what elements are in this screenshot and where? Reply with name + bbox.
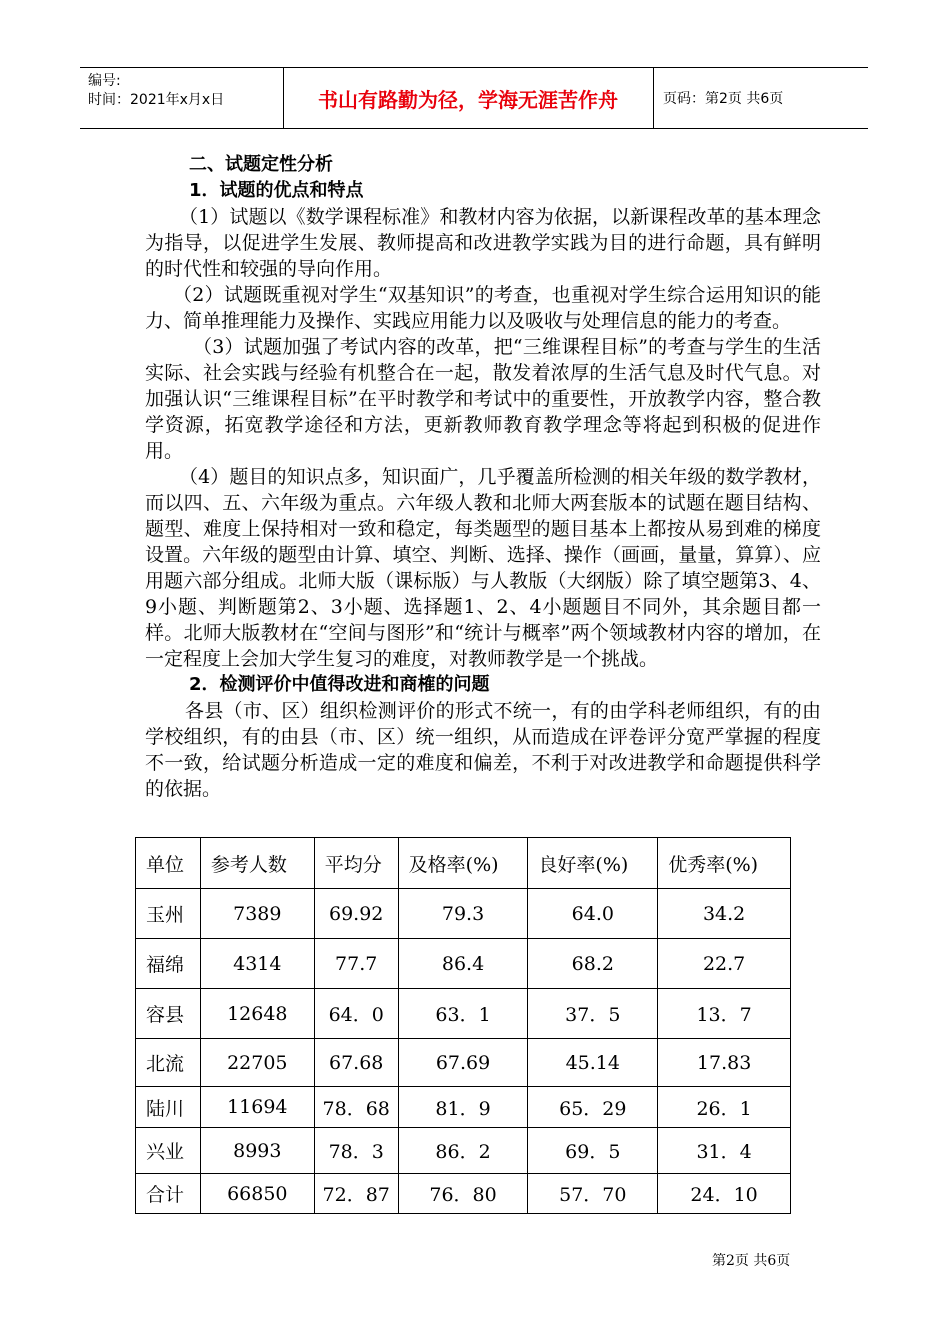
subsection-title-1: 1．试题的优点和特点 xyxy=(189,180,364,201)
table-row xyxy=(136,1174,791,1214)
table-cell: 76．80 xyxy=(398,1174,528,1214)
header-number: 编号: xyxy=(88,73,121,89)
table-cell: 12648 xyxy=(200,989,314,1039)
column-header: 优秀率(%) xyxy=(658,838,791,889)
table-cell: 兴业 xyxy=(136,1128,201,1174)
table-cell: 72．87 xyxy=(314,1174,398,1214)
paragraph-1: （1）试题以《数学课程标准》和教材内容为依据，以新课程改革的基本理念为指导，以促进学生发展、教师提高和改进教学实践为目的进行命题，具有鲜明的时代性和较强的导向作用。 xyxy=(145,206,821,280)
paragraph-2: （2）试题既重视对学生“双基知识”的考查，也重视对学生综合运用知识的能力、简单推理能力及操作、实践应用能力以及吸收与处理信息的能力的考查。 xyxy=(145,284,821,332)
table-cell: 86.4 xyxy=(398,939,528,989)
table-cell: 福绵 xyxy=(136,939,201,989)
table-cell: 玉州 xyxy=(136,889,201,939)
table-cell: 34.2 xyxy=(658,889,791,939)
table-cell: 63．1 xyxy=(398,989,528,1039)
table-cell: 26．1 xyxy=(658,1087,791,1128)
section-title: 二、试题定性分析 xyxy=(189,154,333,175)
page-footer: 第2页 共6页 xyxy=(712,1253,791,1269)
column-header: 及格率(%) xyxy=(398,838,528,889)
header-motto: 书山有路勤为径，学海无涯苦作舟 xyxy=(318,87,618,112)
table-cell: 37．5 xyxy=(528,989,658,1039)
header-page-label: 页码：第2页 共6页 xyxy=(663,91,784,107)
table-cell: 陆川 xyxy=(136,1087,201,1128)
table-cell: 4314 xyxy=(200,939,314,989)
table-cell: 69.92 xyxy=(314,889,398,939)
table-cell: 北流 xyxy=(136,1039,201,1087)
table-cell: 24．10 xyxy=(658,1174,791,1214)
table-row xyxy=(136,939,791,989)
paragraph-4: （4）题目的知识点多，知识面广，几乎覆盖所检测的相关年级的数学教材，而以四、五、六年级为重点。六年级人教和北师大两套版本的试题在题目结构、题型、难度上保持相对一致和稳定，每类题型的题目基本上都按从易到难的梯度设置。六年级的题型由计算、填空、判断、选择、操作（画画，量量，算算）、应用题六部分组成。北师大版（课标版）与人教版（大纲版）除了填空题第3、4、9小题、判断题第2、3小题、选择题1、2、4小题题目不同外，其余题目都一样。北师大版教材在“空间与图形”和“统计与概率”两个领域教材内容的增加，在一定程度上会加大学生复习的难度，对教师教学是一个挑战。 xyxy=(145,466,821,670)
table-cell: 64．0 xyxy=(314,989,398,1039)
table-cell: 67.69 xyxy=(398,1039,528,1087)
table-cell: 17.83 xyxy=(658,1039,791,1087)
paragraph-3: （3）试题加强了考试内容的改革，把“三维课程目标”的考查与学生的生活实际、社会实践与经验有机整合在一起，散发着浓厚的生活气息及时代气息。对加强认识“三维课程目标”在平时教学和考试中的重要性，开放教学内容，整合教学资源，拓宽教学途径和方法，更新教师教育教学理念等将起到积极的促进作用。 xyxy=(145,336,821,462)
table-cell: 67.68 xyxy=(314,1039,398,1087)
table-cell: 13．7 xyxy=(658,989,791,1039)
subsection-title-2: 2．检测评价中值得改进和商榷的问题 xyxy=(189,674,490,695)
table-cell: 7389 xyxy=(200,889,314,939)
table-cell: 22.7 xyxy=(658,939,791,989)
table-cell: 78．3 xyxy=(314,1128,398,1174)
table-cell: 45.14 xyxy=(528,1039,658,1087)
header-time: 时间：2021年x月x日 xyxy=(88,92,225,108)
column-header: 参考人数 xyxy=(200,838,314,889)
table-row xyxy=(136,889,791,939)
table-row xyxy=(136,989,791,1039)
document-body xyxy=(145,152,821,802)
statistics-table xyxy=(135,837,791,1214)
table-cell: 69．5 xyxy=(528,1128,658,1174)
table-cell: 81．9 xyxy=(398,1087,528,1128)
table-cell: 65．29 xyxy=(528,1087,658,1128)
column-header: 单位 xyxy=(136,838,201,889)
table-cell: 77.7 xyxy=(314,939,398,989)
table-header-row xyxy=(136,838,791,889)
table-row xyxy=(136,1128,791,1174)
table-cell: 79.3 xyxy=(398,889,528,939)
table-cell: 57．70 xyxy=(528,1174,658,1214)
page-header xyxy=(80,67,868,129)
table-cell: 合计 xyxy=(136,1174,201,1214)
table-cell: 31．4 xyxy=(658,1128,791,1174)
table-row xyxy=(136,1087,791,1128)
paragraph-5: 各县（市、区）组织检测评价的形式不统一，有的由学科老师组织，有的由学校组织，有的由县（市、区）统一组织，从而造成在评卷评分宽严掌握的程度不一致，给试题分析造成一定的难度和偏差，不利于对改进教学和命题提供科学的依据。 xyxy=(145,700,821,800)
table-cell: 68.2 xyxy=(528,939,658,989)
table-row xyxy=(136,1039,791,1087)
column-header: 平均分 xyxy=(314,838,398,889)
table-cell: 8993 xyxy=(200,1128,314,1174)
header-divider xyxy=(653,68,654,128)
column-header: 良好率(%) xyxy=(528,838,658,889)
header-meta xyxy=(88,72,224,110)
table-cell: 78．68 xyxy=(314,1087,398,1128)
table-cell: 容县 xyxy=(136,989,201,1039)
table-cell: 22705 xyxy=(200,1039,314,1087)
table-cell: 86．2 xyxy=(398,1128,528,1174)
table-cell: 11694 xyxy=(200,1087,314,1128)
table-cell: 64.0 xyxy=(528,889,658,939)
table-cell: 66850 xyxy=(200,1174,314,1214)
